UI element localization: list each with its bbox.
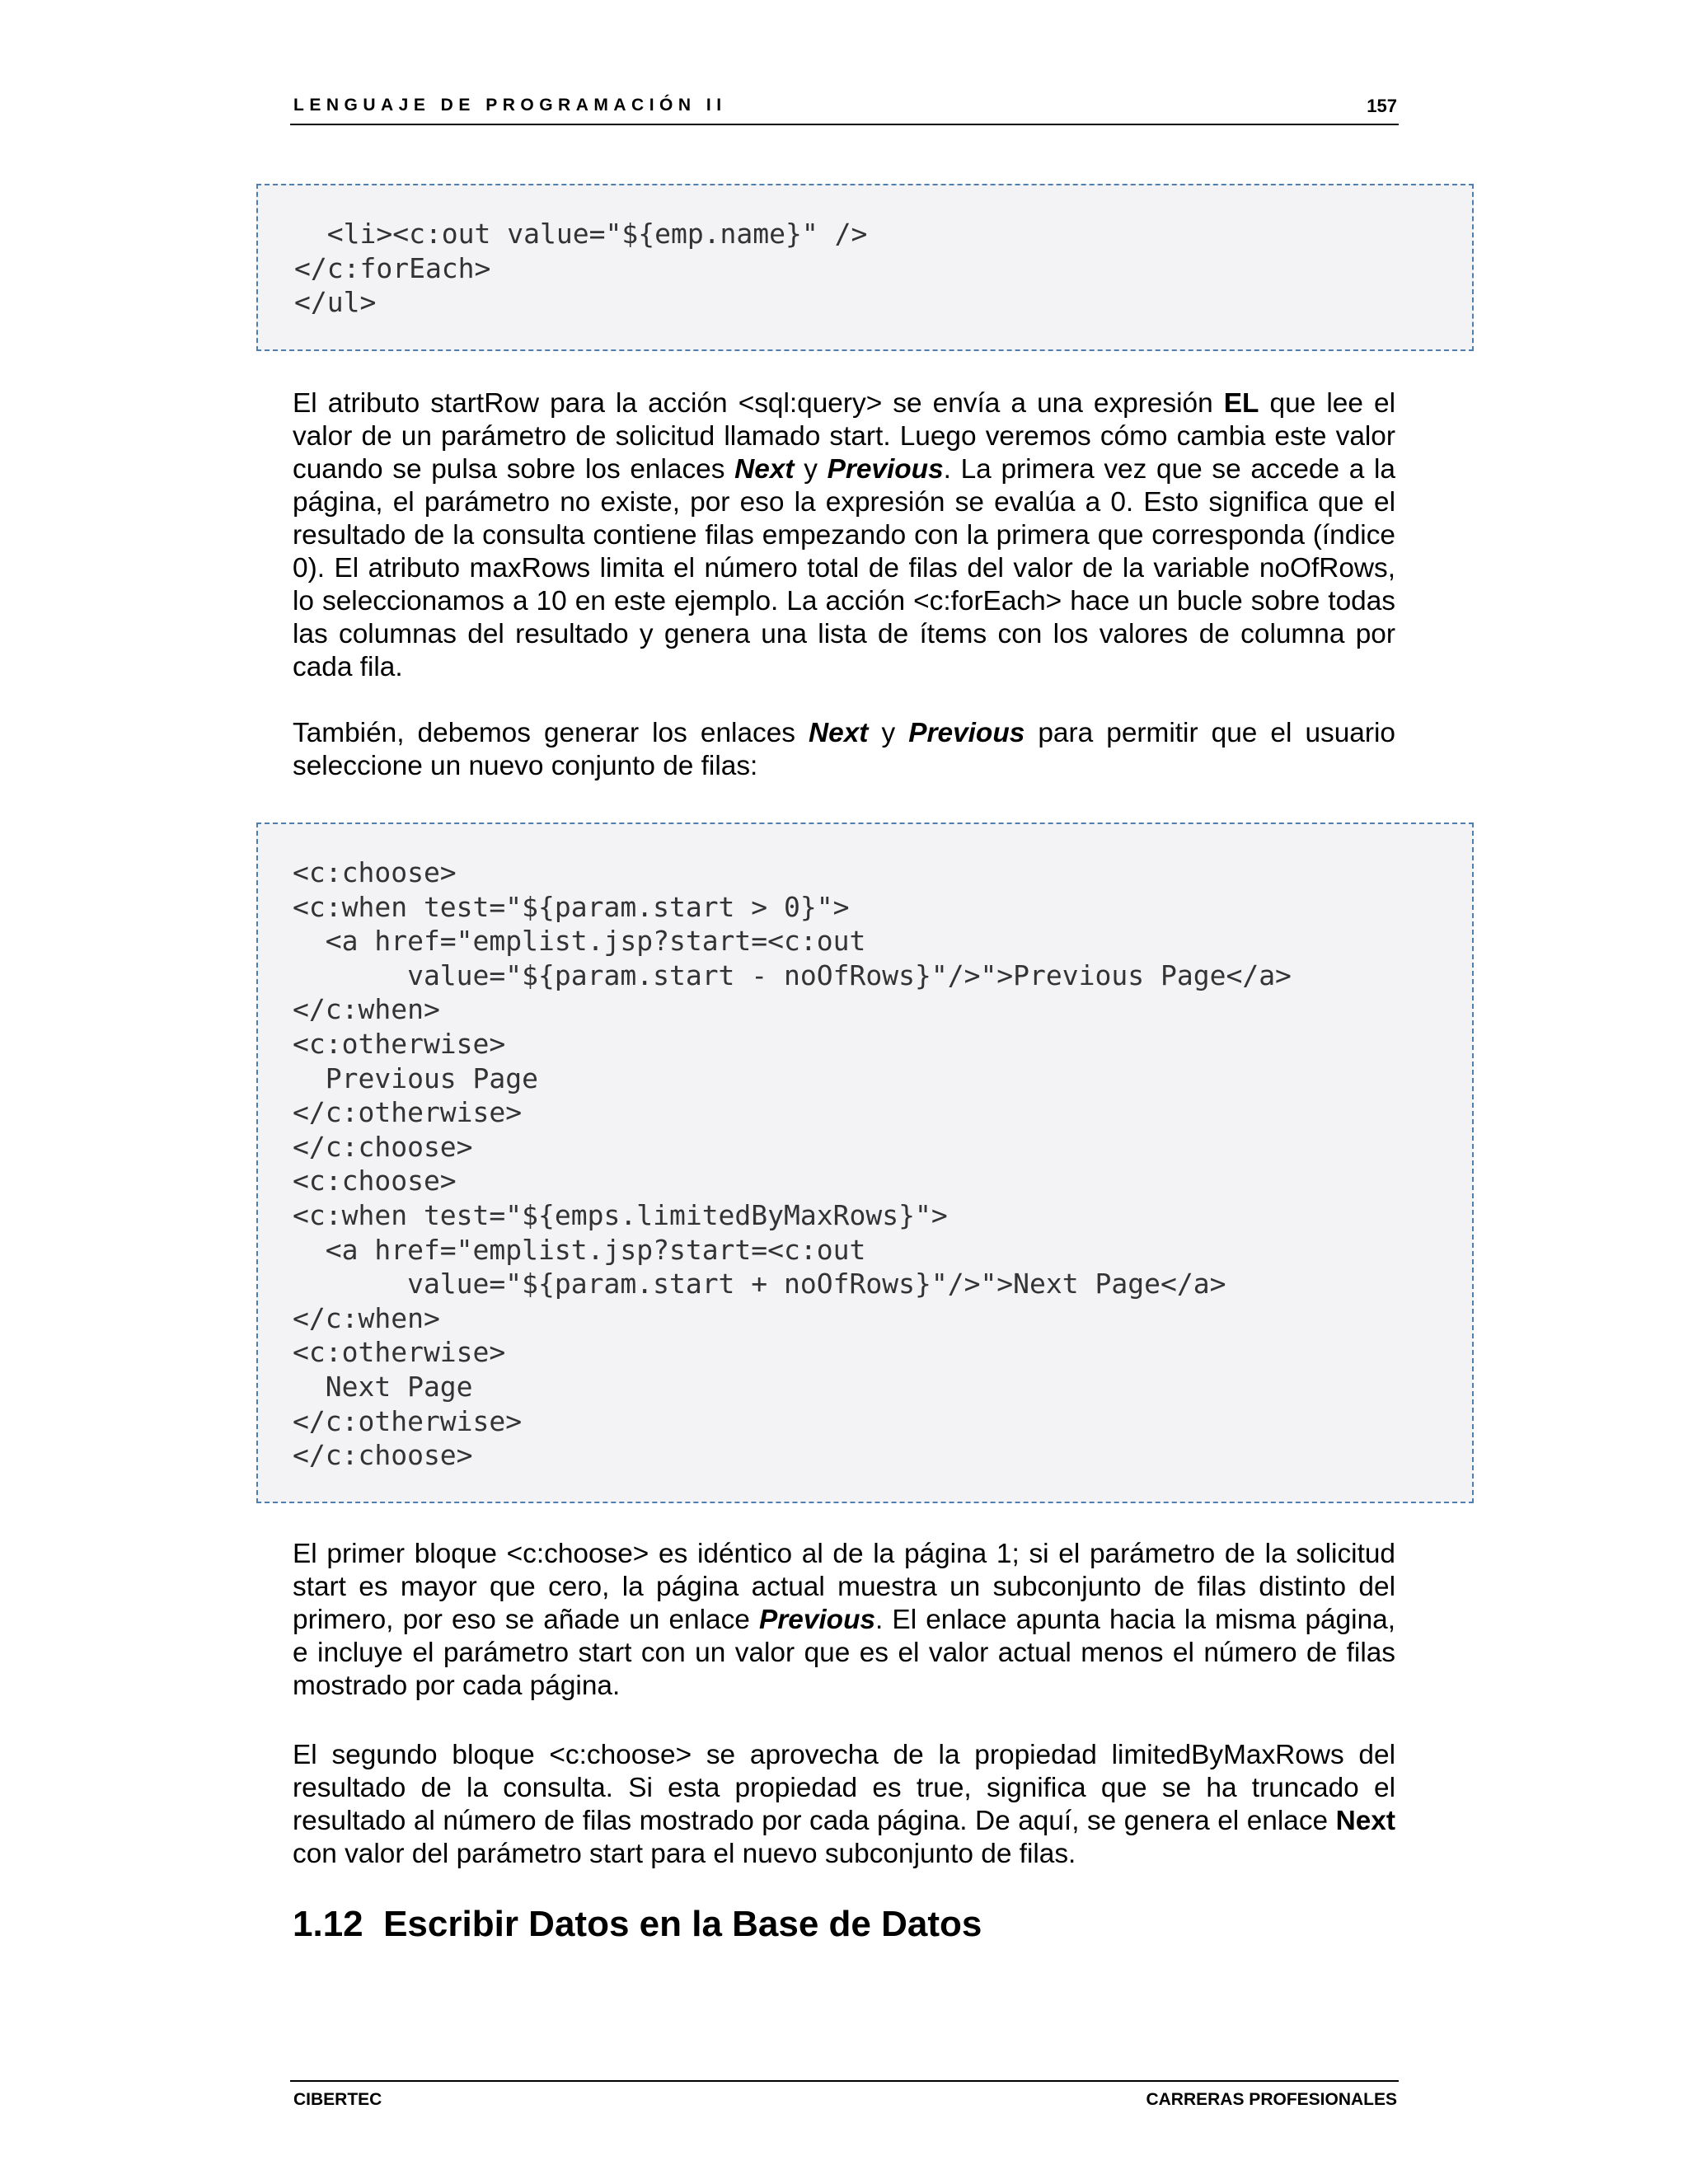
footer-program: CARRERAS PROFESIONALES [1146,2090,1397,2109]
text-run: para permitir que el usuario seleccione un nuevo conjunto de filas: [293,718,1395,781]
emphasis-text: Next [809,718,869,748]
code-block-foreach-end [256,184,1474,351]
text-run: También, debemos generar los enlaces [293,718,809,748]
paragraph-links-intro [293,717,1395,783]
emphasis-text: Next [1335,1806,1395,1836]
text-run: que lee el valor de un parámetro de solicitud llamado start. Luego veremos cómo cambia este valor cuando se pulsa sobre los enlaces [293,388,1395,485]
text-run: El segundo bloque <c:choose> se aprovecha de la propiedad limitedByMaxRows del resultado de la consulta. Si esta propiedad es true, significa que se ha truncado el resultado al número de filas mostrado por cada página. De aquí, se genera el enlace [293,1740,1395,1836]
page-number: 157 [1367,96,1397,116]
text-run: . La primera vez que se accede a la página, el parámetro no existe, por eso la expresión se evalúa a 0. Esto significa que el resultado de la consulta contiene filas empezando con la primera que corresponda (índice 0). El atributo maxRows limita el número total de filas del valor de la variable noOfRows, lo seleccionamos a 10 en este ejemplo. La acción <c:forEach> hace un bucle sobre todas las columnas del resultado y genera una lista de ítems con los valores de columna por cada fila. [293,454,1395,682]
section-heading: 1.12 Escribir Datos en la Base de Datos [293,1904,982,1944]
text-run: . El enlace apunta hacia la misma página, e incluye el parámetro start con un valor que es el valor actual menos el número de filas mostrado por cada página. [293,1605,1395,1701]
text-run: El primer bloque <c:choose> es idéntico al de la página 1; si el parámetro de la solicitud start es mayor que cero, la página actual muestra un subconjunto de filas distinto del primero, por eso se añade un enlace [293,1539,1395,1635]
code-block-choose [256,823,1474,1503]
paragraph-second-choose [293,1739,1395,1871]
page-footer [290,2080,1399,2107]
paragraph-first-choose [293,1538,1395,1703]
emphasis-text: Previous [827,454,944,485]
footer-institution: CIBERTEC [293,2090,382,2109]
running-title: LENGUAJE DE PROGRAMACIÓN II [293,96,727,115]
emphasis-text: Previous [908,718,1025,748]
code-text: <li><c:out value="${emp.name}" /> </c:forEach> </ul> [294,218,868,319]
emphasis-text: Previous [759,1605,876,1635]
code-text: <c:choose> <c:when test="${param.start > 0}"> <a href="emplist.jsp?start=<c:out value="${param.start - noOfRows}"/>">Previous Page</a> </c:when> <c:otherwise> Previous Page </c:otherwise> </c:choose> <c:choose> <c:when test="${emps.limitedByMaxRows}"> <a href="emplist.jsp?start=<c:out value="${param.start + noOfRows}"/>">Next Page</a> </c:when> <c:otherwise> Next Page </c:otherwise> </c:choose> [293,856,1292,1472]
text-run: y [794,454,828,485]
text-run: El atributo startRow para la acción <sql:query> se envía a una expresión [293,388,1224,419]
text-run: con valor del parámetro start para el nuevo subconjunto de filas. [293,1839,1076,1869]
emphasis-text: Next [734,454,795,485]
text-run: y [868,718,909,748]
emphasis-text: EL [1223,388,1259,419]
paragraph-startrow [293,387,1395,684]
page-header [290,92,1399,125]
